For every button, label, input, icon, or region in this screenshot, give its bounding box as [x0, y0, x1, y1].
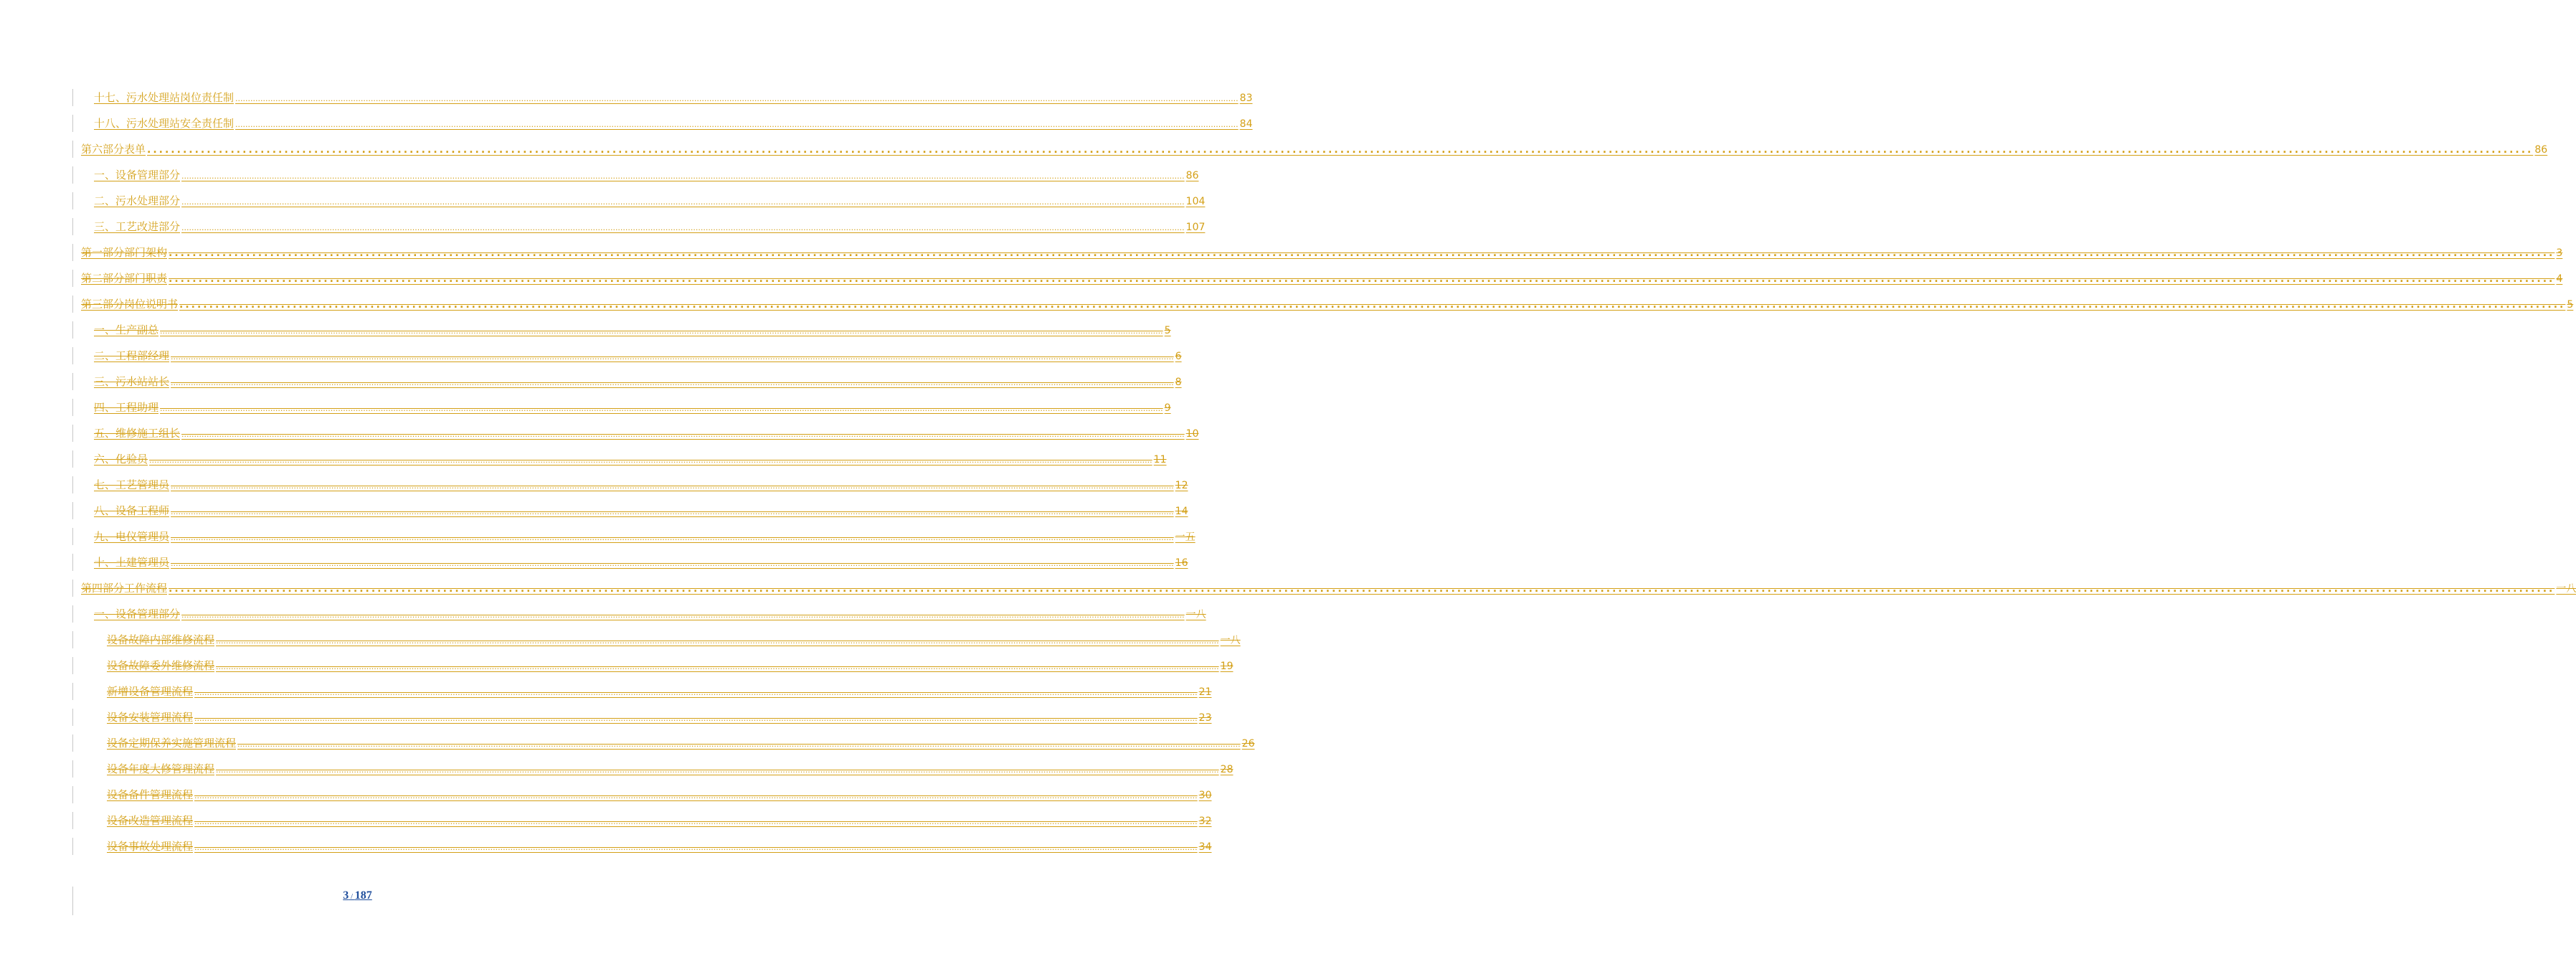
- toc-entry-page: 一五: [1175, 531, 1195, 543]
- toc-entry-number: 四、: [94, 401, 116, 414]
- toc-entry-title: 维修施工组长: [115, 427, 181, 440]
- toc-entry-page: 107: [1185, 222, 1206, 233]
- toc-entry-link[interactable]: [94, 549, 1188, 575]
- toc-entry-title: 设备改造管理流程: [107, 814, 194, 827]
- toc-entry-page: 8: [1175, 377, 1182, 388]
- toc-entry-page: 3: [2556, 247, 2563, 259]
- toc-entry-link[interactable]: [94, 394, 1171, 420]
- toc-entry-title: 工艺改进部分: [115, 220, 181, 233]
- change-bar: [72, 89, 73, 106]
- toc-entry[interactable]: [0, 394, 1171, 420]
- toc-entry-title: 工程部经理: [115, 349, 170, 362]
- toc-entry-page: 4: [2556, 273, 2563, 285]
- toc-entry-page: 11: [1153, 454, 1167, 466]
- toc-entry-link[interactable]: [94, 601, 1206, 627]
- toc-entry-number: 六、: [94, 453, 116, 466]
- toc-entry[interactable]: [0, 85, 1253, 110]
- change-bar: [72, 450, 73, 468]
- change-bar: [72, 709, 73, 726]
- page-separator: /: [350, 892, 354, 901]
- dot-leader: ................................................................................................................................................................................................................................................................................................................................................................................................................: [160, 326, 1163, 336]
- page-footer: [0, 887, 681, 908]
- change-bar: [72, 115, 73, 132]
- toc-entry-page: 14: [1175, 506, 1188, 517]
- toc-entry[interactable]: [0, 575, 2576, 601]
- dot-leader: ................................................................................................................................................................................................................................................................................................................................................................................................................: [235, 120, 1239, 129]
- toc-entry-link[interactable]: [107, 782, 1212, 808]
- dot-leader: ................................................................................................................................................................................................................................................................................................................................................................................................................: [237, 739, 1241, 749]
- change-bar: [72, 580, 73, 597]
- toc-entry-title: 化验员: [115, 453, 148, 466]
- toc-entry-title: 设备故障委外维修流程: [107, 659, 215, 672]
- toc-entry-number: 一、: [94, 169, 116, 181]
- toc-entry-link[interactable]: [107, 808, 1212, 833]
- change-bar: [72, 347, 73, 364]
- dot-leader: ................................................................................................................................................................................................................................................................................................................................................................................................................: [181, 223, 1185, 232]
- toc-entry[interactable]: [0, 317, 1171, 343]
- toc-entry-link[interactable]: [94, 446, 1167, 472]
- toc-entry-page: 23: [1198, 712, 1212, 724]
- toc-entry-page: 6: [1175, 351, 1182, 362]
- toc-entry[interactable]: [0, 188, 1206, 214]
- change-bar: [72, 760, 73, 778]
- toc-entry-link[interactable]: [107, 704, 1212, 730]
- toc-entry[interactable]: [0, 240, 2563, 265]
- dot-leader: ................................................................................................................................................................................................................................................................................................................................................................................................................: [194, 714, 1198, 723]
- toc-entry-title: 设备故障内部维修流程: [107, 633, 215, 646]
- toc-entry-title: 设备工程师: [115, 504, 170, 517]
- toc-entry-link[interactable]: [107, 730, 1255, 756]
- toc-entry-number: 一、: [94, 608, 116, 620]
- toc-entry-page: 21: [1198, 686, 1212, 698]
- toc-entry[interactable]: [0, 420, 1199, 446]
- change-bar: [72, 476, 73, 493]
- change-bar: [72, 528, 73, 545]
- dot-leader: ................................................................................................................................................................................................................................................................................................................................................................................................................: [194, 688, 1198, 697]
- toc-entry-title: 新增设备管理流程: [107, 685, 194, 698]
- toc-entry-link[interactable]: [94, 85, 1253, 110]
- dot-leader: ................................................................................................................................................................................................................................................................................................................................................................................................................: [171, 559, 1174, 568]
- toc-entry-link[interactable]: [94, 498, 1188, 524]
- toc-entry-title: 设备备件管理流程: [107, 788, 194, 801]
- toc-entry-link[interactable]: [107, 653, 1233, 679]
- toc-entry-link[interactable]: [94, 369, 1182, 394]
- dot-leader: ................................................................................................................................................................................................................................................................................................................................................................................................................: [147, 144, 2534, 156]
- dot-leader: ................................................................................................................................................................................................................................................................................................................................................................................................................: [149, 455, 1152, 465]
- toc-entry[interactable]: [0, 446, 1167, 472]
- toc-entry-title: 设备定期保养实施管理流程: [107, 737, 237, 750]
- toc-entry-number: 九、: [94, 530, 116, 543]
- change-bar: [72, 786, 73, 803]
- toc-entry-page: 一八: [1185, 609, 1206, 620]
- toc-entry-page: 86: [1185, 170, 1199, 181]
- toc-entry[interactable]: [0, 291, 2574, 317]
- toc-entry-number: 五、: [94, 427, 116, 440]
- toc-entry[interactable]: [0, 833, 1212, 859]
- toc-entry[interactable]: [0, 730, 1255, 756]
- toc-entry[interactable]: [0, 524, 1195, 549]
- toc-entry[interactable]: [0, 601, 1206, 627]
- change-bar: [72, 270, 73, 287]
- toc-entry-link[interactable]: [81, 136, 2548, 162]
- toc-entry-page: 一八: [1220, 635, 1241, 646]
- toc-entry-page: 86: [2534, 144, 2548, 156]
- toc-entry-title: 设备年度大修管理流程: [107, 762, 215, 775]
- change-bar: [72, 838, 73, 855]
- page-number[interactable]: [0, 889, 715, 902]
- toc-entry-page: 5: [1164, 325, 1171, 336]
- change-bar: [72, 192, 73, 209]
- toc-entry[interactable]: [0, 472, 1188, 498]
- dot-leader: ................................................................................................................................................................................................................................................................................................................................................................................................................: [194, 817, 1198, 826]
- toc-entry-title: 污水处理站安全责任制: [126, 117, 235, 130]
- change-bar: [72, 812, 73, 829]
- toc-entry[interactable]: [0, 549, 1188, 575]
- toc-entry-number: 第二部分: [81, 272, 125, 285]
- toc-entry-title: 工作流程: [124, 582, 168, 595]
- change-bar: [72, 657, 73, 674]
- toc-entry-link[interactable]: [94, 472, 1188, 498]
- toc-entry-page: 12: [1175, 480, 1188, 491]
- toc-entry-page: 34: [1198, 841, 1212, 853]
- toc-entry-link[interactable]: [81, 291, 2574, 317]
- dot-leader: ................................................................................................................................................................................................................................................................................................................................................................................................................: [169, 273, 2555, 285]
- toc-entry-number: 二、: [94, 194, 116, 207]
- toc-entry[interactable]: [0, 214, 1206, 240]
- toc-entry[interactable]: [0, 110, 1253, 136]
- toc-entry-title: 设备管理部分: [115, 169, 181, 181]
- toc-entry-number: 十八、: [94, 117, 127, 130]
- toc-entry-title: 污水站站长: [115, 375, 170, 388]
- toc-entry[interactable]: [0, 808, 1212, 833]
- toc-entry-page: 10: [1185, 428, 1199, 440]
- toc-entry-number: 一、: [94, 323, 116, 336]
- toc-entry-link[interactable]: [94, 343, 1182, 369]
- toc-entry-title: 设备事故处理流程: [107, 840, 194, 853]
- dot-leader: ................................................................................................................................................................................................................................................................................................................................................................................................................: [171, 378, 1174, 387]
- toc-entry-title: 设备管理部分: [115, 608, 181, 620]
- toc-entry-link[interactable]: [107, 833, 1212, 859]
- change-bar: [72, 141, 73, 158]
- toc-entry-number: 二、: [94, 349, 116, 362]
- dot-leader: ................................................................................................................................................................................................................................................................................................................................................................................................................: [216, 765, 1219, 775]
- toc-entry[interactable]: [0, 627, 1241, 653]
- toc-entry-title: 岗位说明书: [124, 298, 179, 311]
- dot-leader: ................................................................................................................................................................................................................................................................................................................................................................................................................: [181, 430, 1185, 439]
- toc-entry[interactable]: [0, 265, 2563, 291]
- change-bar: [72, 244, 73, 261]
- change-bar: [72, 218, 73, 235]
- change-bar: [72, 166, 73, 184]
- dot-leader: ................................................................................................................................................................................................................................................................................................................................................................................................................: [181, 171, 1185, 181]
- dot-leader: ................................................................................................................................................................................................................................................................................................................................................................................................................: [181, 610, 1185, 620]
- toc-entry-number: 八、: [94, 504, 116, 517]
- toc-entry-page: 5: [2567, 299, 2574, 311]
- change-bar: [72, 605, 73, 623]
- toc-entry-title: 污水处理部分: [115, 194, 181, 207]
- toc-entry-number: 十七、: [94, 91, 127, 104]
- toc-entry-page: 16: [1175, 557, 1188, 569]
- toc-entry-title: 电仪管理员: [115, 530, 170, 543]
- dot-leader: ................................................................................................................................................................................................................................................................................................................................................................................................................: [171, 481, 1174, 491]
- change-bar: [72, 373, 73, 390]
- toc-entry[interactable]: [0, 653, 1233, 679]
- toc-entry-title: 生产副总: [115, 323, 159, 336]
- dot-leader: ................................................................................................................................................................................................................................................................................................................................................................................................................: [179, 299, 2566, 311]
- dot-leader: ................................................................................................................................................................................................................................................................................................................................................................................................................: [235, 94, 1239, 103]
- dot-leader: ................................................................................................................................................................................................................................................................................................................................................................................................................: [171, 352, 1174, 362]
- change-bar: [72, 321, 73, 339]
- toc-entry-page: 9: [1164, 402, 1171, 414]
- toc-entry-page: 一八: [2556, 583, 2576, 595]
- toc-entry-number: 七、: [94, 478, 116, 491]
- toc-entry-page: 19: [1220, 661, 1233, 672]
- toc-entry-number: 十、: [94, 556, 116, 569]
- toc-entry-title: 工艺管理员: [115, 478, 170, 491]
- toc-entry[interactable]: [0, 162, 1199, 188]
- toc-entry-link[interactable]: [94, 110, 1253, 136]
- toc-entry-link[interactable]: [81, 240, 2563, 265]
- change-bar: [72, 399, 73, 416]
- toc-entry-link[interactable]: [107, 627, 1241, 653]
- dot-leader: ................................................................................................................................................................................................................................................................................................................................................................................................................: [216, 662, 1219, 671]
- toc-entry-page: 84: [1239, 118, 1253, 130]
- toc-entry-title: 表单: [124, 143, 146, 156]
- toc-entry-number: 第六部分: [81, 143, 125, 156]
- toc-entry[interactable]: [0, 756, 1233, 782]
- toc-entry-page: 30: [1198, 790, 1212, 801]
- toc-entry-link[interactable]: [94, 214, 1206, 240]
- toc-entry[interactable]: [0, 782, 1212, 808]
- toc-entry-number: 三、: [94, 375, 116, 388]
- toc-entry-link[interactable]: [107, 756, 1233, 782]
- toc-entry-title: 污水处理站岗位责任制: [126, 91, 235, 104]
- toc-entry[interactable]: [0, 704, 1212, 730]
- toc-entry[interactable]: [0, 136, 2548, 162]
- toc-entry-title: 土建管理员: [115, 556, 170, 569]
- toc-entry-title: 部门架构: [124, 246, 168, 259]
- toc-entry-page: 28: [1220, 764, 1233, 775]
- toc-entry-link[interactable]: [94, 188, 1206, 214]
- dot-leader: ................................................................................................................................................................................................................................................................................................................................................................................................................: [171, 507, 1174, 516]
- dot-leader: ................................................................................................................................................................................................................................................................................................................................................................................................................: [194, 791, 1198, 800]
- toc-entry-link[interactable]: [81, 575, 2576, 601]
- toc-entry-number: 第四部分: [81, 582, 125, 595]
- dot-leader: ................................................................................................................................................................................................................................................................................................................................................................................................................: [169, 583, 2555, 595]
- toc-entry-number: 第三部分: [81, 298, 125, 311]
- toc-entry-number: 三、: [94, 220, 116, 233]
- toc-entry-number: 第一部分: [81, 246, 125, 259]
- toc-entry-title: 部门职责: [124, 272, 168, 285]
- toc-entry-link[interactable]: [94, 524, 1195, 549]
- toc-entry-link[interactable]: [81, 265, 2563, 291]
- dot-leader: ................................................................................................................................................................................................................................................................................................................................................................................................................: [181, 197, 1185, 207]
- dot-leader: ................................................................................................................................................................................................................................................................................................................................................................................................................: [216, 636, 1219, 646]
- toc-entry[interactable]: [0, 498, 1188, 524]
- toc-entry-link[interactable]: [94, 420, 1199, 446]
- change-bar: [72, 502, 73, 519]
- toc-entry[interactable]: [0, 369, 1182, 394]
- toc-entry-page: 32: [1198, 816, 1212, 827]
- change-bar: [72, 631, 73, 648]
- change-bar: [72, 296, 73, 313]
- toc-entry[interactable]: [0, 679, 1212, 704]
- dot-leader: ................................................................................................................................................................................................................................................................................................................................................................................................................: [171, 533, 1174, 542]
- dot-leader: ................................................................................................................................................................................................................................................................................................................................................................................................................: [169, 247, 2555, 259]
- change-bar: [72, 554, 73, 571]
- change-bar: [72, 683, 73, 700]
- change-bar: [72, 734, 73, 752]
- toc-entry[interactable]: [0, 343, 1182, 369]
- toc-entry-page: 83: [1239, 93, 1253, 104]
- toc-entry-page: 26: [1241, 738, 1255, 750]
- total-pages: 187: [354, 889, 372, 902]
- table-of-contents: [0, 85, 2576, 859]
- toc-entry-page: 104: [1185, 196, 1206, 207]
- toc-entry-link[interactable]: [94, 162, 1199, 188]
- dot-leader: ................................................................................................................................................................................................................................................................................................................................................................................................................: [160, 404, 1163, 413]
- current-page: 3: [343, 889, 349, 902]
- toc-entry-link[interactable]: [94, 317, 1171, 343]
- dot-leader: ................................................................................................................................................................................................................................................................................................................................................................................................................: [194, 843, 1198, 852]
- change-bar: [72, 425, 73, 442]
- toc-entry-title: 设备安装管理流程: [107, 711, 194, 724]
- toc-entry-link[interactable]: [107, 679, 1212, 704]
- toc-entry-title: 工程助理: [115, 401, 159, 414]
